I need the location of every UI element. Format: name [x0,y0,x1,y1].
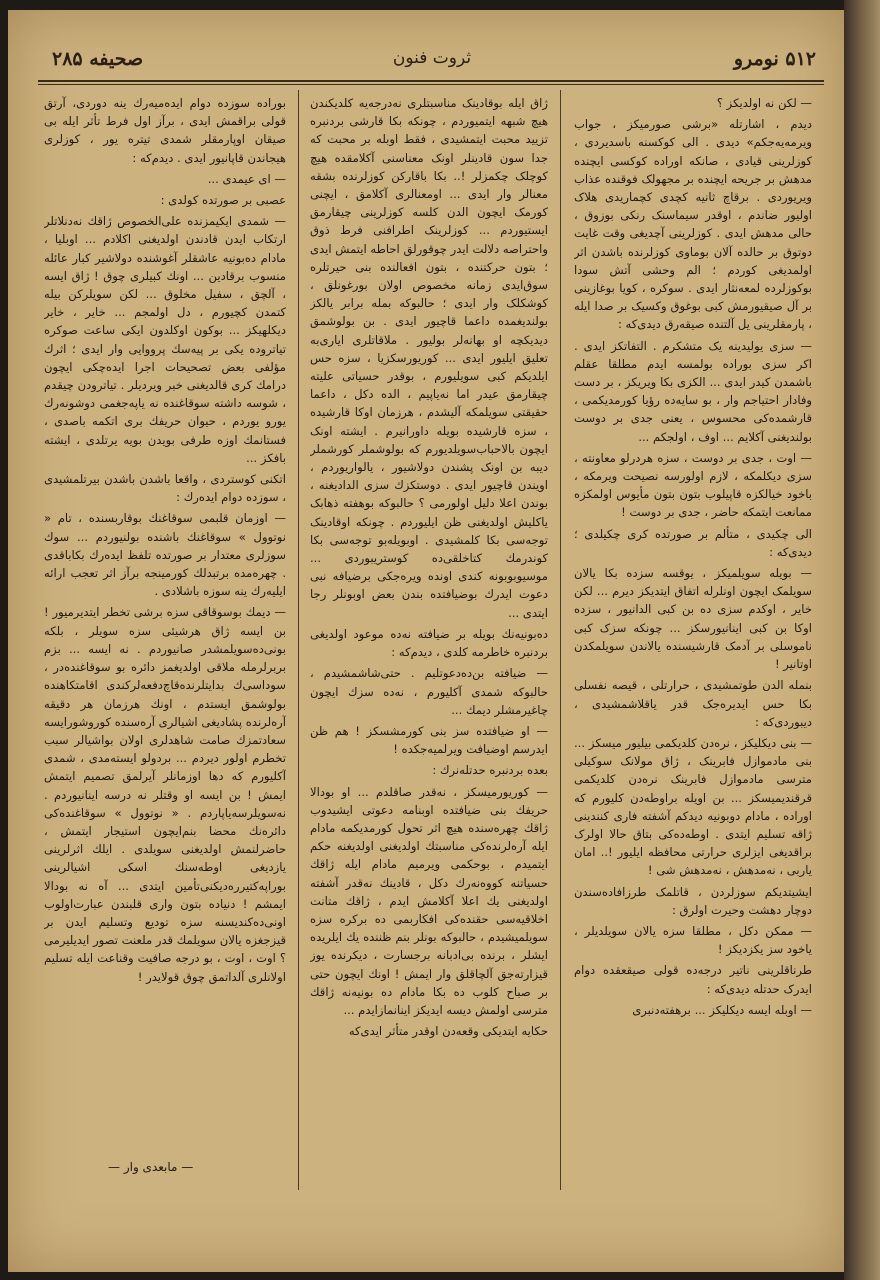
paragraph: — لکن نه اولدیکز ؟ [716,96,812,110]
paragraph: — او ضیافتده سز بنی کورمشسکز ! هم ظن ایدرسم اوضیافت ویرلمیه‌جکده ! [310,723,548,757]
issue-number: ۵۱۲ نومرو [733,48,816,70]
header-rule-thin [38,84,824,85]
page-header [32,48,832,82]
text-column-right [574,94,812,1184]
newspaper-page [8,10,844,1272]
paragraph: — ممکن دکل ، مطلقا سزه یالان سویلدیلر ، یاخود سز یکزدیکز ! [574,923,812,957]
paragraph: حکایه ایتدیکی وقعه‌دن اوقدر متأثر ایدی‌که [348,1024,548,1039]
journal-title: ثروت فنون [392,48,472,68]
page-number: صحیفه ۲۸۵ [52,48,144,70]
paragraph: الی چکیدی ، متألم بر صورتده کری چکیلدی ؛ دیدی‌که : [574,526,812,559]
paragraph: ده‌بونیه‌نك بویله بر ضیافته نه‌ده موعود اولدیغی بردنبره خاطرمه کلدی ، دیدم‌که : [310,626,548,660]
paragraph: — ای عیمدی ... [207,171,286,186]
text-column-left [44,94,286,1184]
paragraph: بوراده سوزده دوام ایده‌میه‌رك ینه دوردی، آرتق قولی براقمش ایدی ، برآز اول فرط تأثر ایله بی صیقان اوپارمقلر شمدی تیتره یور ، کوزلری هیجاندن قاپانیور ایدی . دیدم‌که : [44,96,286,165]
paragraph: — دیمك بوسوقاقی سزه برشی تخطر ایتدیرمیور ! بن ایسه ژاق هرشیئی سزه سویلر ، بلکه بونی‌ده‌سویلمشدر صانیوردم . نه ایسه ... بزم بربرلرمله ملاقی اولدیغمز دائره بو سوقاغنده‌در ، سوداسی‌ك بدایتلرنده‌قاچ‌دفعه‌لرکندی اقامتکاهنده بولوشمق ایستدم ، اونك هرزمان هر دقیقه آره‌لرنده پشادیغی اشیالری آره‌سنده کوروشورایسه‌ سعادتمزك صامت شاهدلری اولان بواشیالر سبب تخطرم اولور دیردم ... بردولو ایسته‌مدی ، شمدی آکلیورم که دها اوزمانلر آیرلمق تصمیم ایتمش ایمش ! بن ایسه او وقتلر نه درسه اینانیوردم . نه‌سویلرسه‌یاپاردم . « نوتوول » سوقاغنده‌کی دائره‌نك محضا بنم‌ایچون استیجار ایتمش ، حاضرلنمش اولدیغنی سویلدی . ایلك اثرلرینی یازدیغی اوطه‌سنك اسکی اشیالرینی بوراپه‌کتیرره‌دیکنی‌تأمین ایتدی ... آه نه بودالا ایمشم ! دنیاده بتون واری قلبندن عبارت‌اولوب اونی‌ده‌کندیسنه سزه تودیع وتسلیم ایدن بر قیزجغزه یالان سویلمك قدر ملعنت تصور ایدیلیرمی ؟ اوت ، اوت ، بو درجه صافیت وقناعت ایله تسلیم اولانلری آلداتمق چوق قولایدر ! [44,605,286,984]
paragraph: — اوبله ایسه دیکلیکز ... برهفته‌دنبری [632,1002,812,1017]
paragraph: — اوت ، جدی بر دوست ، سزه هردرلو معاونته ، سزی دیکلمکه ، لازم اولورسه نصیحت ویرمکه ، باخود خیالکزه قاپیلوب بتون بتون مأیوس اولمکزه ممانعت ایتمکه حاضر ، جدی بر دوست ! [574,450,812,520]
paragraph: — ضیافته بن‌ده‌دعوتلیم . حتی‌شاشمشیدم ، حالبوکه شمدی آکلیورم ، نه‌ده سزك ایچون چاغیرمشلر دیمك ... [310,666,548,717]
column-divider-left [298,90,299,1190]
paragraph: بعده بردنبره حدتله‌نرك : [432,763,548,778]
paragraph: — بنی دیکلیکز ، نره‌دن کلدیکمی بیلیور میسکز ... بنی مادموازل فابرینک ، ژاق مولانک سوکیلی مترسی مادموازل فابرینک نره‌دن کلدیکمی قرقندیمیسکز ... بن اویله براوطه‌دن کلیورم که اوراده ، مادام دوبونیه دیدکم آشفته فاری کنندینی ژاقه تسلیم ایتدی . اوطه‌ده‌کی بتاق حالا اولرک براقدیغی ایزلری حرارتی محافظه ایلیور !.. امان یاربی ، نه‌مدهش ، نه‌مدهش شی ! [574,735,812,878]
paragraph: اتکنی کوستردی ، واقعا باشدن باشدن بیرتلمشیدی ، سوزده دوام ایده‌رك : [44,472,286,505]
text-column-middle [310,94,548,1184]
paragraph: عصبی بر صورتده کولدی : [160,193,286,208]
book-gutter [844,0,880,1280]
paragraph: ژاق ایله بوقادینک مناسبتلری نه‌درجه‌یه کلدیکندن هیچ شبهه ایتمیوردم ، چونکه بکا قارشی بردنبره تزیید محبت ایتمشیدی ، فقط اوبله بر محبت که جدا سون قادینلر اونک معناسنی آکلامقده هیچ کوچلک چکمزلر !.. بکا باقارکن کوزلرنده بشقه معنالر وار ایدی ... اومعنالری آکلامق ، ایچنی کورمک ایچون الدن کلسه کوزلرینی چیقارمق ایستیوردم ... کوزلرینک اطرافنی فرط ذوق واحتراصه دلالت ایدر چوقورلق احاطه ایتمش ایدی ؛ بتون حرکتنده ، بتون افعالنده بنی حیرتلره سوق‌ایدی زمانه مخصوص اولان بورغونلق ، کوشکلک وار ایدی ؛ حالبوکه بمله برابر یالکز بولندیغمده داعما قاچیور ایدی . بن بولوشمق دیدیکچه او بهانه‌لر بولیور . ملاقاتلری ایاری‌به تعلیق ایلیور ایدی ... کوریورسکزیا ، سزه حس ایلدیکم کبی سویلیورم ، بوقدر حسیاتی علیته چیقارمق عیدر اما نه‌یاپیم ، الده دکل ، داعما حقیقتی سویلمکه آلیشدم ، هرزمان اوکا قارشیده ، سزه قارشیده بویله داورانیرم . ایشته اونک ایچون بالاحباب‌سویلدیورم که بولوشملر کورشملر دیبه بن اونک پشندن دولاشیور ، یالواریوردم ، اویندن قاچیور ایدی . دوستکزك سزی الدادیغنه ، بوندن اعلا دلیل اولورمی ؟ حالبوکه بوهفته ذهابک یاکلیش اولدیغنی ظن ایلیوردم . چونکه اوقادینک توجه‌سی بکا کلمشیدی . اوبویله‌بو توجه‌سی بکا کوندرمك کتاخلقی‌ده کوستریبوردی ... موسیو‌بوبونه کندی اونده ویره‌جکی برضیافه نبی دعوت ایدرك بوضیافتده بندن بعض اوبونلر رجا ایتدی ... [310,96,548,620]
column-divider-right [560,90,561,1190]
paragraph: طرناقلرینی ناتیر درجه‌ده قولی صیقعقده دوام ایدرک حدتله دیدی‌که : [574,963,812,996]
paragraph: — اوزمان قلبمی سوقاغنك بوقاربسنده ، تام « نوتوول » سوقاغنك باشنده بولنیوردم ... سوك سوزلری معتدار بر صورتده تلفظ ایده‌رك بکاباقدی . چهره‌مده برتبدلك کورمینجه برآز اثر تعجب ارائه ایلیه‌رك ینه سوزه باشلادی . [44,511,286,599]
paragraph: دیدم ، اشارتله «برشی صورمیکز ، جواب ویرمه‌یه‌جکم» دیدی . الی کوکسنه باسدیردی ، کوزلرینی قیادی ، صانکه اوراده کوکسی ایچنده مدهش بر جریحه ایچنده بر مجهولک فوقنده عذاب ویریوردی . برقاچ ثانیه کچدی کچماریدی هلاک اولیور ضاندم ، اوقدر سیماسنک رنکی بوزوق ، حالی مدهش ایدی . کوزلرینی آچدیغی وقت غایت دوتوق بر حالده آلان بوماوی کوزلرنده باشدن اثر اولمدیغی کوردم ؛ الم وحشی آتش سودا بوکوزلرده لمعه‌نثار ایدی . سوکره ، کویا بوغازینی بر آل صیقیورمش کبی بوغوق وکسیک بر صدا ایله ، پارمقلرینی یل آلتنده صیقه‌رق دیدی‌که : [574,117,812,332]
paragraph: — بویله سویلمیکز ، یوقسه سزده بکا یالان سویلمک ایچون اونلرله اتفاق ایتدیکز دیرم ... لکن خایر ، اوکدم سزی ده بن کبی الدانیور ، سزده اوکا بن کبی اینانیورسکز ... چونکه سزک کبی ناموسلی بر آدمک قارشیسنده یالاندن سویلمکدن اوتانیر ! [574,566,812,672]
paragraph: — سزی یولیدینه یک متشکرم . التفاتکز ایدی . اکر سزی بوراده بولمسه ایدم مطلقا عقلم باشمدن کیدر ایدی ... الکزی بکا ویریکز ، بر دست وفادار احتیاجم وار ، بو سایه‌ده رؤیا کورمدیکمی ، قارشمده‌کی محسوس ، یعنی جدی بر دوست بولندیغنی آکلایم ... اوف ، اولجکم ... [574,338,812,444]
continued-marker: — مابعدی وار — [108,1160,194,1174]
paragraph: — کوریورمیسکز ، نه‌قدر صاقلدم ... او بودالا حریفك بنی ضیافتده اوبنامه دعوتی ایشیدوب ژاقك چهره‌سنده هیچ اثر تحول کورمدیکمه مادام ایله آره‌لرنده‌کی مناسبتك اولدیغنی اولدیغنه حکم ایتمیدم ، بوحکمی ویرمیم مادام ایله ژاقك حسیاتنه کووه‌نه‌رك دکل ، قادینك نه‌قدر آشفته اولدیغنی یك اعلا آکلامش ایدم ، ژاقك متانت اخلاقیه‌سی حقنده‌کی افکاربمی ده برکره سزه سویلمیشیدم ، حالبوکه بونلر بنم ظننده یك ایلریده ایشلر ، برنده بی‌ادبانه برجسارت ، دیکرنده یوز قیزارته‌جق آلچاقلق وار ایمش ! اونك ایچون حتی بر صباح کلوب ده بکا مادام ده بونیه‌نه ژاقك مترسی اولمش دیسه ایدیکز اینانمازایدم ... [310,784,548,1017]
paragraph: — شمدی ایکیمزنده علی‌الخصوص ژاقك نه‌دنلاتلر ارتکاب ایدن قادندن اولدیغنی اکلادم ... اوبلیا ، مادام ده‌بونیه عاشقلر آغوشنده دولاشیر کبار عائله منسوب برقادین ... اونك کبیلری چوق ! ژاق ایسه ، آلچق ، سفیل مخلوق ... لکن سویلرکن بیله کتمدن کچیورم ، دل اولمجم ... خایر ، خایر دیکلهیکز ... بوکون اوکلدون ایکی ساعت صوکره تیاتروده یکی بر پیه‌سك پرووایی وار ایدی ؛ اثرك مؤلفی بعض تصحیحات اجرا ایده‌چکی ایچون درامك کری قالدیغنی خبر ویردیلر . تیاترودن چیقدم ، شوسه داشته سوقاغنده نه یاپه‌جغمی دوشونه‌رك یورو یوردم ، حیوان حریفك بری اتکمه باصدی ، فستانمك اوزه طرفی بویدن بویه یرتلدی ، ایشته بافکز ... [44,214,286,465]
paragraph: ایشیتدیکم سوزلردن ، قاتلمک طرزافاده‌سندن دوچار دهشت وحیرت اولرق : [574,884,812,917]
paragraph: بنمله الدن طوتمشیدی ، حرارتلی ، قیصه نفسلی بکا حس ایدیره‌جک قدر یاقلاشمشیدی ، دیبوردی‌که : [574,678,812,729]
header-rule [38,80,824,82]
